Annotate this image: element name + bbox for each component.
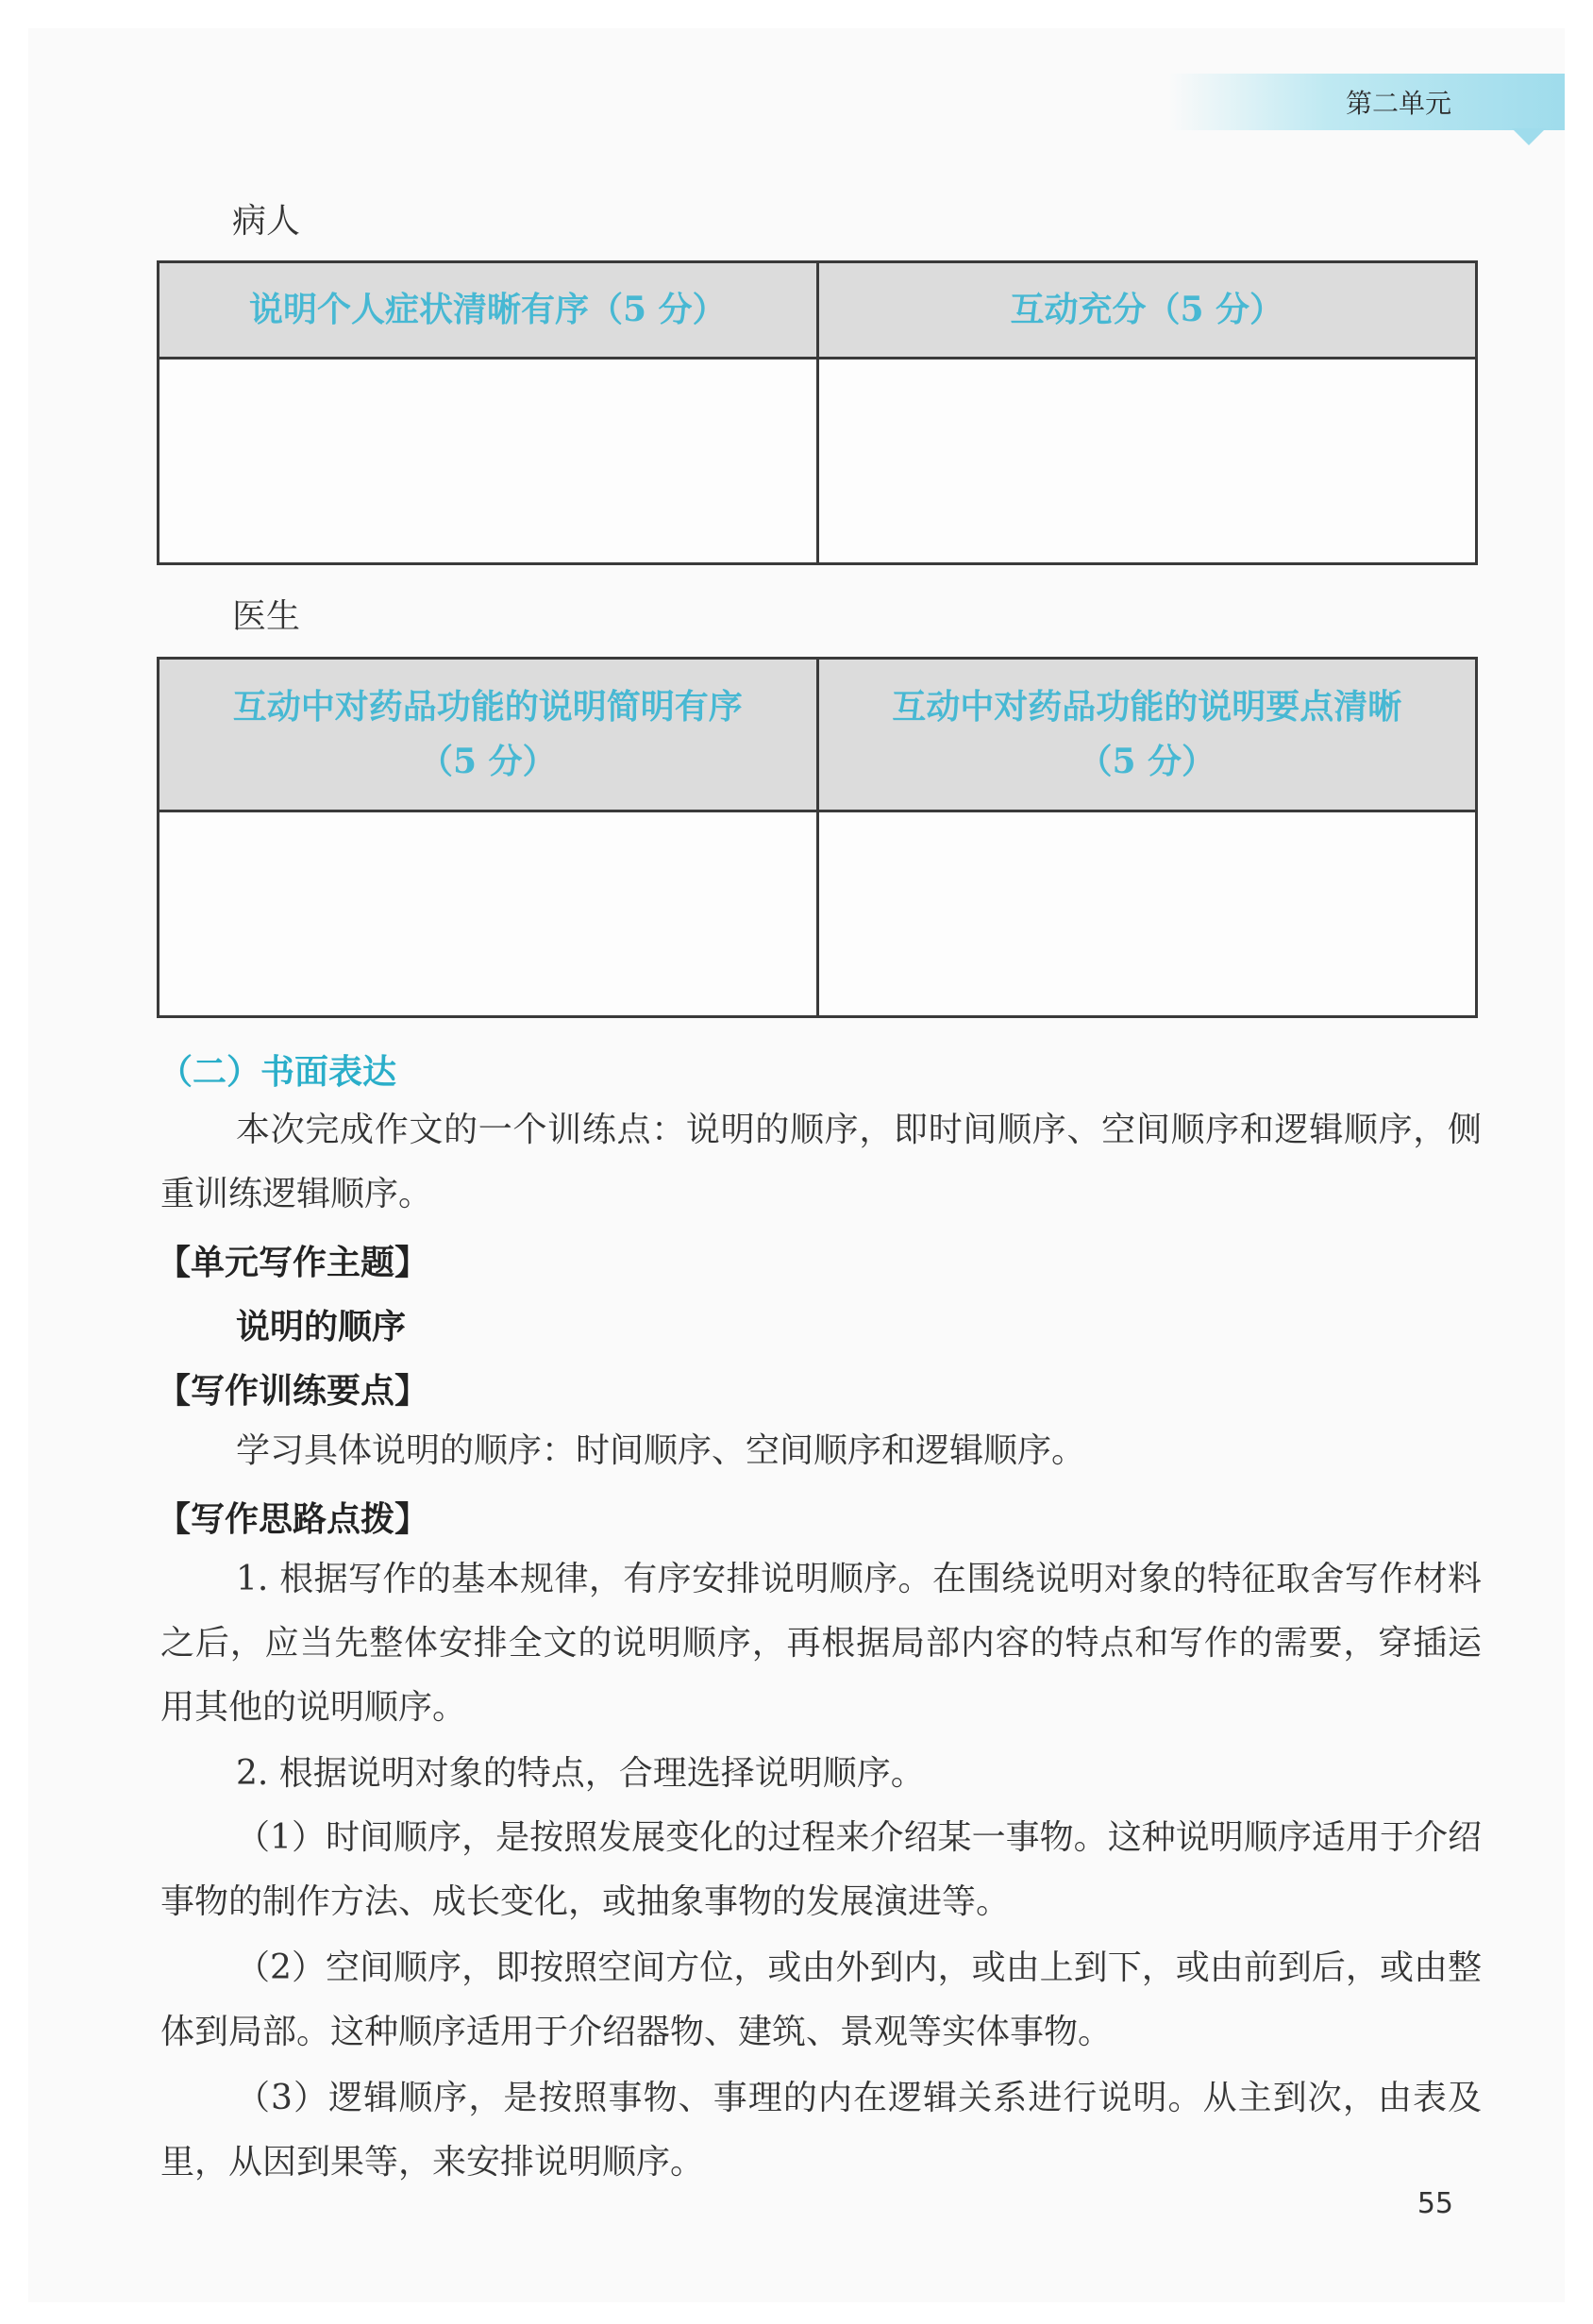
- theme-text: 说明的顺序: [236, 1307, 407, 1346]
- page-number: 55: [1417, 2187, 1453, 2220]
- tip-2-3: （3）逻辑顺序，是按照事物、事理的内在逻辑关系进行说明。从主到次，由表及里，从因到果等，来安排说明顺序。: [160, 2079, 1482, 2182]
- doctor-col-concise: [159, 659, 818, 811]
- written-intro: 本次完成作文的一个训练点：说明的顺序，即时间顺序、空间顺序和逻辑顺序，侧重训练逻辑顺序。: [160, 1111, 1482, 1213]
- doctor-col-concise-line1: 互动中对药品功能的说明简明有序: [232, 686, 743, 727]
- doctor-col-concise-line2: （5 分）: [418, 741, 557, 781]
- tip-1: 1. 根据写作的基本规律，有序安排说明顺序。在围绕说明对象的特征取舍写作材料之后，应当先整体安排全文的说明顺序，再根据局部内容的特点和写作的需要，穿插运用其他的说明顺序。: [160, 1560, 1482, 1727]
- patient-col-interaction: 互动充分（5 分）: [817, 262, 1477, 359]
- patient-score-cell-1[interactable]: [159, 359, 818, 564]
- unit-label: 第二单元: [1345, 88, 1451, 119]
- written-heading: （二）书面表达: [159, 1053, 397, 1092]
- doctor-label: 医生: [232, 597, 301, 636]
- tip-2-2: （2）空间顺序，即按照空间方位，或由外到内，或由上到下，或由前到后，或由整体到局部。这种顺序适用于介绍器物、建筑、景观等实体事物。: [160, 1948, 1482, 2051]
- unit-tab: [1168, 74, 1565, 130]
- doctor-score-cell-1[interactable]: [159, 811, 818, 1017]
- tip-2: 2. 根据说明对象的特点，合理选择说明顺序。: [236, 1754, 925, 1793]
- patient-score-cell-2[interactable]: [817, 359, 1477, 564]
- patient-col-symptoms: 说明个人症状清晰有序（5 分）: [159, 262, 818, 359]
- tips-heading: 【写作思路点拨】: [157, 1500, 429, 1539]
- doctor-col-clear-line1: 互动中对药品功能的说明要点清晰: [892, 686, 1402, 727]
- tip-2-1: （1）时间顺序，是按照发展变化的过程来介绍某一事物。这种说明顺序适用于介绍事物的制作方法、成长变化，或抽象事物的发展演进等。: [160, 1818, 1482, 1921]
- points-text: 学习具体说明的顺序：时间顺序、空间顺序和逻辑顺序。: [236, 1431, 1086, 1470]
- unit-tab-notch: [1512, 128, 1546, 145]
- doctor-score-cell-2[interactable]: [817, 811, 1477, 1017]
- theme-heading: 【单元写作主题】: [157, 1244, 429, 1282]
- patient-label: 病人: [232, 202, 301, 241]
- doctor-col-clear: [817, 659, 1477, 811]
- patient-score-table: [157, 260, 1478, 565]
- doctor-score-table: [157, 657, 1478, 1018]
- doctor-col-clear-line2: （5 分）: [1078, 741, 1216, 781]
- points-heading: 【写作训练要点】: [157, 1372, 429, 1411]
